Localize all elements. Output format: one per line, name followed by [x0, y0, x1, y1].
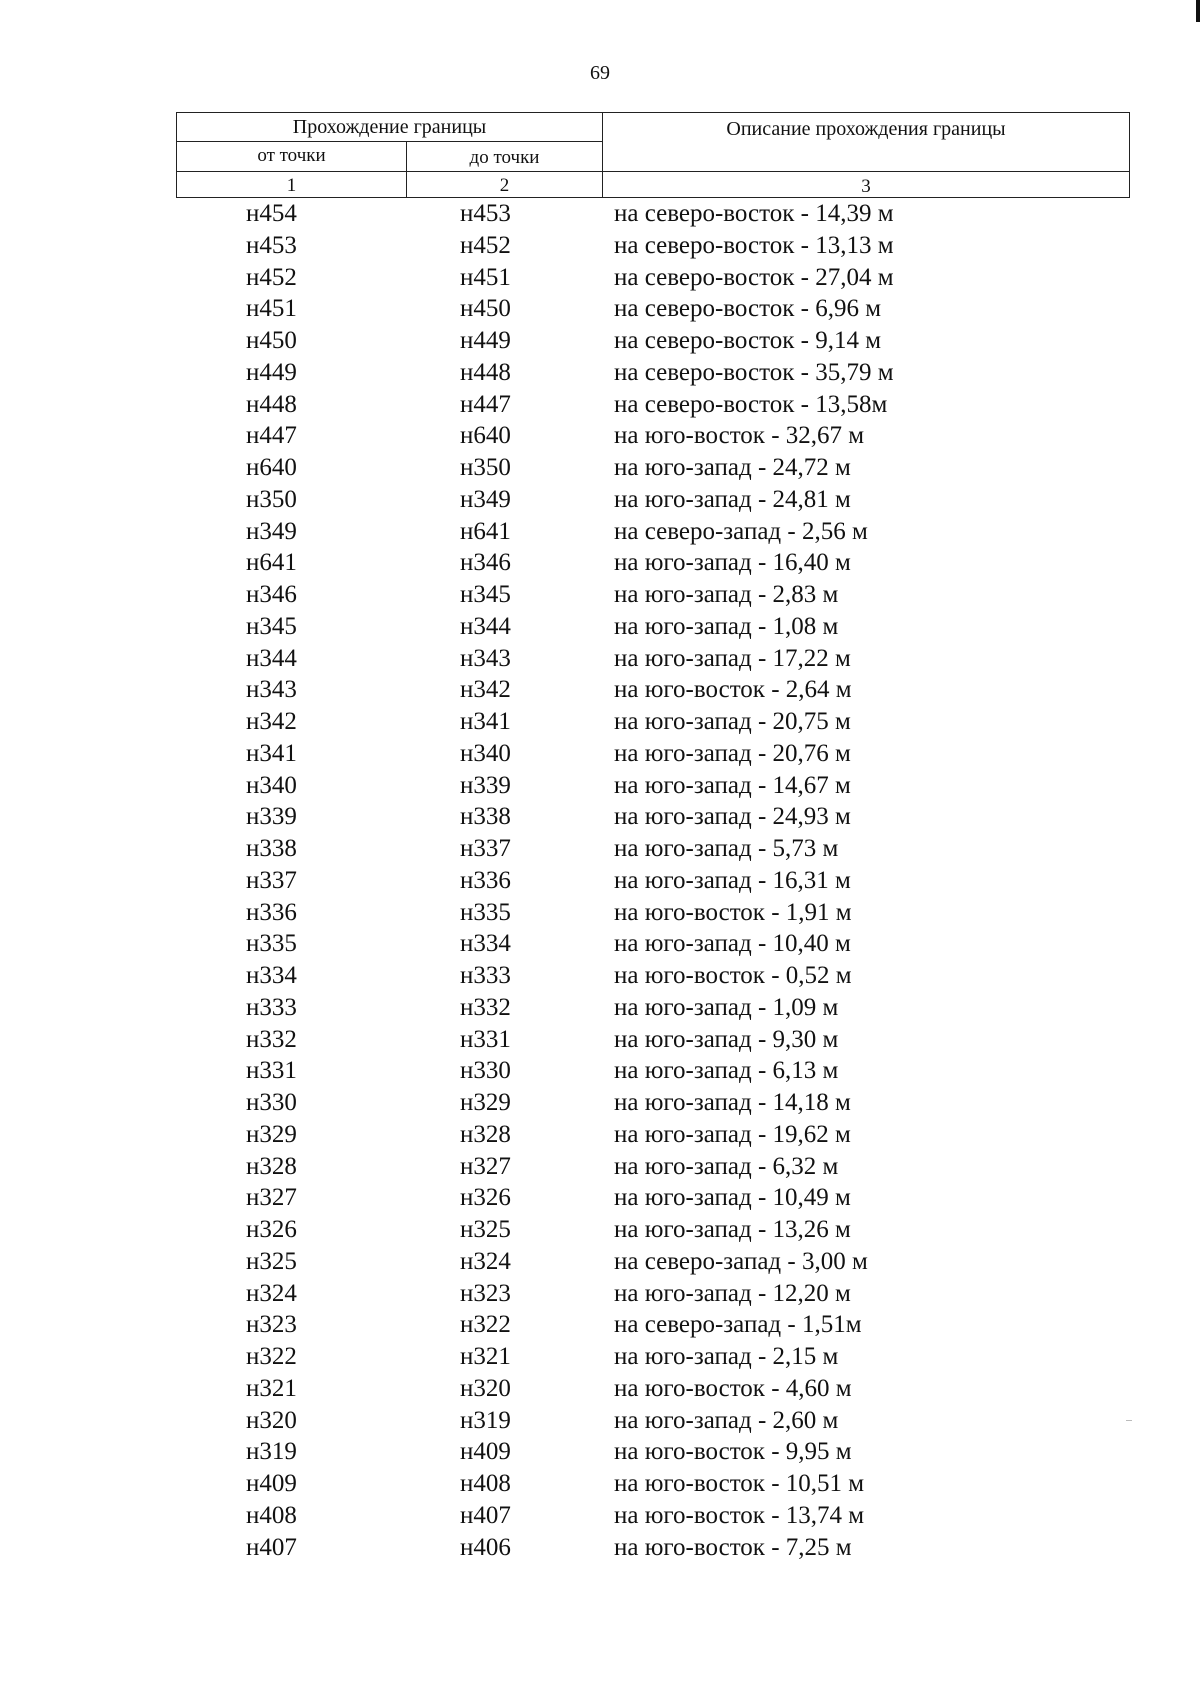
row-description: на юго-восток - 4,60 м: [614, 1374, 852, 1402]
header-to-label: до точки: [469, 147, 540, 168]
row-to-point: н343: [460, 644, 511, 672]
row-description: на северо-восток - 9,14 м: [614, 327, 882, 354]
row-from-point: н328: [246, 1152, 297, 1180]
row-to-point: н342: [460, 676, 511, 704]
row-from-point: н451: [246, 295, 297, 323]
header-from-label: от точки: [257, 145, 326, 166]
row-from-point: н341: [246, 739, 297, 767]
row-from-point: н338: [246, 835, 297, 862]
row-to-point: н329: [460, 1089, 511, 1116]
row-to-point: н350: [460, 454, 511, 481]
row-description: на юго-запад - 6,32 м: [614, 1152, 839, 1180]
table-row: [0, 674, 1200, 706]
row-to-point: н320: [460, 1374, 511, 1402]
row-to-point: н447: [460, 390, 511, 418]
row-from-point: н449: [246, 358, 297, 386]
row-to-point: н334: [460, 930, 511, 958]
row-to-point: н349: [460, 485, 511, 513]
table-row: [0, 1087, 1200, 1119]
table-row: [0, 928, 1200, 960]
row-to-point: н335: [460, 898, 511, 926]
header-col-2: 2: [499, 175, 510, 196]
row-from-point: н322: [246, 1343, 297, 1370]
row-from-point: н407: [246, 1533, 297, 1561]
row-description: на юго-запад - 14,18 м: [614, 1089, 851, 1116]
row-from-point: н640: [246, 454, 297, 481]
row-to-point: н321: [460, 1343, 511, 1370]
row-from-point: н326: [246, 1216, 297, 1243]
table-header: [176, 112, 1130, 198]
row-from-point: н349: [246, 517, 297, 545]
row-from-point: н641: [246, 549, 297, 577]
table-row: [0, 484, 1200, 516]
row-from-point: н408: [246, 1501, 297, 1529]
table-row: [0, 1532, 1200, 1564]
row-description: на северо-восток - 6,96 м: [614, 295, 882, 323]
row-to-point: н344: [460, 612, 511, 640]
row-to-point: н453: [460, 200, 511, 227]
table-row: [0, 611, 1200, 643]
row-to-point: н325: [460, 1216, 511, 1243]
row-description: на юго-запад - 17,22 м: [614, 644, 851, 672]
table-row: [0, 1024, 1200, 1056]
table-row: [0, 1309, 1200, 1341]
header-col-3: 3: [861, 176, 871, 197]
row-to-point: н323: [460, 1279, 511, 1307]
scan-corner-mark: [1196, 0, 1200, 22]
row-description: на юго-восток - 13,74 м: [614, 1501, 865, 1529]
row-to-point: н340: [460, 739, 511, 767]
table-row: [0, 770, 1200, 802]
row-from-point: н345: [246, 612, 297, 640]
header-description-title: Описание прохождения границы: [726, 118, 1006, 140]
row-description: на юго-запад - 12,20 м: [614, 1279, 851, 1307]
header-col-1: 1: [286, 175, 297, 196]
table-row: [0, 389, 1200, 421]
row-from-point: н450: [246, 327, 297, 354]
row-description: на юго-восток - 7,25 м: [614, 1533, 852, 1561]
table-row: [0, 516, 1200, 548]
row-to-point: н341: [460, 708, 511, 735]
table-row: [0, 865, 1200, 897]
row-description: на северо-запад - 2,56 м: [614, 517, 868, 545]
page-number: 69: [590, 62, 610, 84]
row-to-point: н452: [460, 231, 511, 259]
row-to-point: н333: [460, 962, 511, 989]
row-from-point: н350: [246, 485, 297, 513]
table-row: [0, 1214, 1200, 1246]
row-to-point: н641: [460, 517, 511, 545]
table-row: [0, 992, 1200, 1024]
row-to-point: н406: [460, 1533, 511, 1561]
row-to-point: н450: [460, 295, 511, 323]
table-row: [0, 960, 1200, 992]
row-from-point: н331: [246, 1057, 297, 1085]
row-from-point: н346: [246, 581, 297, 608]
table-row: [0, 1182, 1200, 1214]
row-from-point: н327: [246, 1184, 297, 1212]
scan-speck: [1126, 1420, 1132, 1421]
row-description: на юго-запад - 9,30 м: [614, 1025, 839, 1053]
row-to-point: н336: [460, 866, 511, 894]
row-description: на юго-запад - 16,31 м: [614, 866, 851, 894]
row-to-point: н328: [460, 1120, 511, 1148]
row-to-point: н338: [460, 803, 511, 831]
table-row: [0, 357, 1200, 389]
row-from-point: н340: [246, 771, 297, 799]
row-to-point: н408: [460, 1470, 511, 1497]
table-row: [0, 1246, 1200, 1278]
row-from-point: н342: [246, 708, 297, 735]
row-to-point: н449: [460, 327, 511, 354]
row-description: на юго-запад - 13,26 м: [614, 1216, 851, 1243]
row-to-point: н326: [460, 1184, 511, 1212]
header-group-title: Прохождение границы: [292, 116, 487, 138]
row-to-point: н327: [460, 1152, 511, 1180]
row-description: на юго-запад - 20,75 м: [614, 708, 851, 735]
header-divider-numbers: [177, 171, 1129, 172]
row-from-point: н452: [246, 263, 297, 291]
row-to-point: н324: [460, 1247, 511, 1275]
table-row: [0, 801, 1200, 833]
row-description: на юго-запад - 10,49 м: [614, 1184, 851, 1212]
row-to-point: н339: [460, 771, 511, 799]
row-from-point: н330: [246, 1089, 297, 1116]
row-description: на юго-восток - 0,52 м: [614, 962, 852, 989]
row-from-point: н324: [246, 1279, 297, 1307]
row-from-point: н321: [246, 1374, 297, 1402]
row-from-point: н325: [246, 1247, 297, 1275]
row-from-point: н319: [246, 1438, 297, 1466]
row-description: на северо-восток - 27,04 м: [614, 263, 894, 291]
table-row: [0, 1055, 1200, 1087]
row-description: на юго-запад - 24,72 м: [614, 454, 851, 481]
row-from-point: н448: [246, 390, 297, 418]
table-row: [0, 1119, 1200, 1151]
row-from-point: н447: [246, 422, 297, 450]
row-to-point: н322: [460, 1311, 511, 1339]
row-description: на юго-восток - 2,64 м: [614, 676, 852, 704]
row-description: на юго-запад - 24,93 м: [614, 803, 851, 831]
row-to-point: н451: [460, 263, 511, 291]
row-from-point: н335: [246, 930, 297, 958]
row-description: на юго-запад - 1,09 м: [614, 993, 839, 1021]
table-row: [0, 293, 1200, 325]
table-row: [0, 1151, 1200, 1183]
row-from-point: н343: [246, 676, 297, 704]
row-from-point: н333: [246, 993, 297, 1021]
row-to-point: н448: [460, 358, 511, 386]
row-from-point: н344: [246, 644, 297, 672]
row-description: на юго-восток - 10,51 м: [614, 1470, 865, 1497]
table-row: [0, 1468, 1200, 1500]
row-to-point: н331: [460, 1025, 511, 1053]
table-row: [0, 1405, 1200, 1437]
row-description: на юго-запад - 14,67 м: [614, 771, 851, 799]
row-from-point: н454: [246, 200, 297, 227]
row-description: на северо-запад - 3,00 м: [614, 1247, 868, 1275]
table-row: [0, 1373, 1200, 1405]
row-from-point: н320: [246, 1406, 297, 1434]
table-row: [0, 579, 1200, 611]
table-row: [0, 706, 1200, 738]
row-to-point: н345: [460, 581, 511, 608]
table-row: [0, 420, 1200, 452]
row-from-point: н336: [246, 898, 297, 926]
row-description: на юго-запад - 2,83 м: [614, 581, 839, 608]
row-from-point: н329: [246, 1120, 297, 1148]
row-description: на юго-запад - 20,76 м: [614, 739, 851, 767]
row-to-point: н407: [460, 1501, 511, 1529]
row-description: на северо-запад - 1,51м: [614, 1311, 862, 1339]
row-description: на юго-запад - 6,13 м: [614, 1057, 839, 1085]
row-from-point: н337: [246, 866, 297, 894]
table-row: [0, 198, 1200, 230]
table-row: [0, 643, 1200, 675]
row-from-point: н453: [246, 231, 297, 259]
table-row: [0, 452, 1200, 484]
row-to-point: н332: [460, 993, 511, 1021]
table-row: [0, 1436, 1200, 1468]
table-row: [0, 833, 1200, 865]
row-from-point: н339: [246, 803, 297, 831]
row-description: на юго-запад - 24,81 м: [614, 485, 851, 513]
header-divider-group: [177, 141, 602, 142]
row-description: на юго-запад - 2,15 м: [614, 1343, 839, 1370]
row-description: на юго-восток - 1,91 м: [614, 898, 852, 926]
row-from-point: н334: [246, 962, 297, 989]
table-row: [0, 262, 1200, 294]
table-row: [0, 1500, 1200, 1532]
row-from-point: н332: [246, 1025, 297, 1053]
row-description: на юго-восток - 32,67 м: [614, 422, 865, 450]
row-to-point: н346: [460, 549, 511, 577]
row-description: на юго-запад - 19,62 м: [614, 1120, 851, 1148]
boundary-table-body: [0, 198, 1200, 1563]
row-description: на юго-запад - 16,40 м: [614, 549, 851, 577]
row-to-point: н337: [460, 835, 511, 862]
row-description: на северо-восток - 35,79 м: [614, 358, 894, 386]
table-row: [0, 1341, 1200, 1373]
row-to-point: н330: [460, 1057, 511, 1085]
table-row: [0, 230, 1200, 262]
table-row: [0, 1278, 1200, 1310]
row-from-point: н323: [246, 1311, 297, 1339]
table-row: [0, 325, 1200, 357]
row-description: на северо-восток - 13,58м: [614, 390, 888, 418]
table-row: [0, 897, 1200, 929]
row-to-point: н409: [460, 1438, 511, 1466]
table-row: [0, 738, 1200, 770]
row-to-point: н640: [460, 422, 511, 450]
row-description: на юго-запад - 2,60 м: [614, 1406, 839, 1434]
row-description: на северо-восток - 13,13 м: [614, 231, 894, 259]
row-description: на юго-восток - 9,95 м: [614, 1438, 852, 1466]
row-description: на северо-восток - 14,39 м: [614, 200, 894, 227]
row-description: на юго-запад - 5,73 м: [614, 835, 839, 862]
table-row: [0, 547, 1200, 579]
row-from-point: н409: [246, 1470, 297, 1497]
row-description: на юго-запад - 10,40 м: [614, 930, 851, 958]
row-description: на юго-запад - 1,08 м: [614, 612, 839, 640]
row-to-point: н319: [460, 1406, 511, 1434]
